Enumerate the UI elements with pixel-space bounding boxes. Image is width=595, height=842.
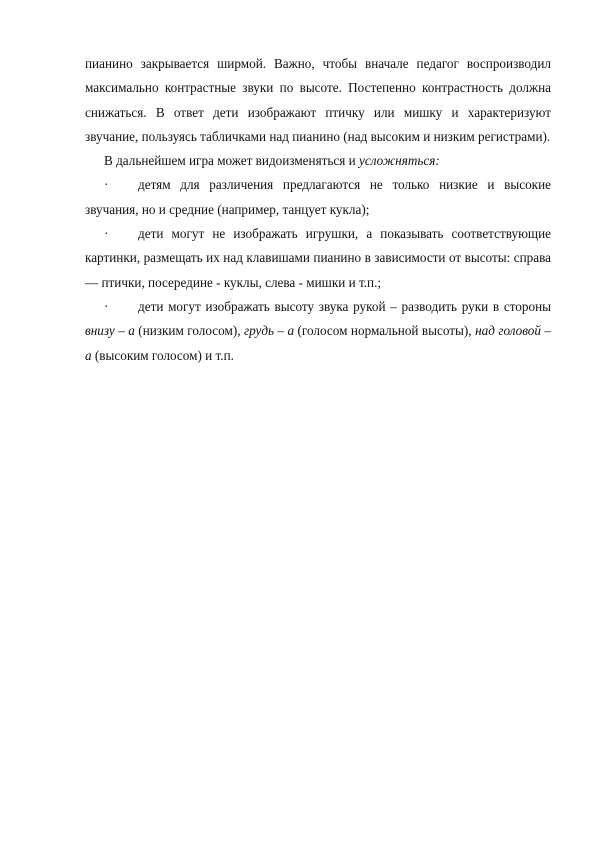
list-item-3-italic-chest: грудь – а (243, 323, 295, 339)
list-item-3-text-b: – (114, 323, 129, 339)
document-page (85, 52, 551, 368)
paragraph-variations-italic: усложняться: (359, 153, 440, 169)
list-item-3-italic-head: над головой – а (85, 323, 552, 363)
list-item-2-text: дети могут не изображать игрушки, а показывать соответствующие картинки, размещать их над клавишами пианино в зависимости от высоты: справа — птички, посередине - куклы, слева - мишки и т.п.; (85, 226, 551, 290)
paragraph-intro: пианино закрывается ширмой. Важно, чтобы вначале педагог воспроизводил максимально контрастные звуки по высоте. Постепенно контрастность должна снижаться. В ответ дети изображают птичку или мишку и характеризуют звучание, пользуясь табличками над пианино (над высоким и низким регистрами). (85, 56, 551, 144)
list-item-3-text-e: (высоким голосом) и т.п. (91, 347, 234, 363)
paragraph-variations (85, 149, 551, 173)
list-item-3-text-c: (низким голосом), (134, 323, 244, 339)
list-item-3-italic-a: а (128, 323, 135, 339)
bullet-marker: · (104, 177, 109, 193)
paragraph-variations-text: В дальнейшем игра может видоизменяться и (104, 153, 359, 169)
list-item-2 (85, 222, 551, 295)
list-item-3 (85, 295, 551, 368)
list-item-1 (85, 173, 551, 222)
bullet-marker: · (104, 226, 109, 242)
list-item-3-text-d: (голосом нормальной высоты), (294, 323, 476, 339)
list-item-1-text: детям для различения предлагаются не только низкие и высокие звучания, но и средние (например, танцует кукла); (85, 177, 551, 217)
list-item-3-text-a: дети могут изображать высоту звука рукой – разводить руки в стороны (138, 298, 551, 314)
list-item-3-italic-below: внизу (85, 323, 115, 339)
bullet-marker: · (104, 298, 109, 314)
